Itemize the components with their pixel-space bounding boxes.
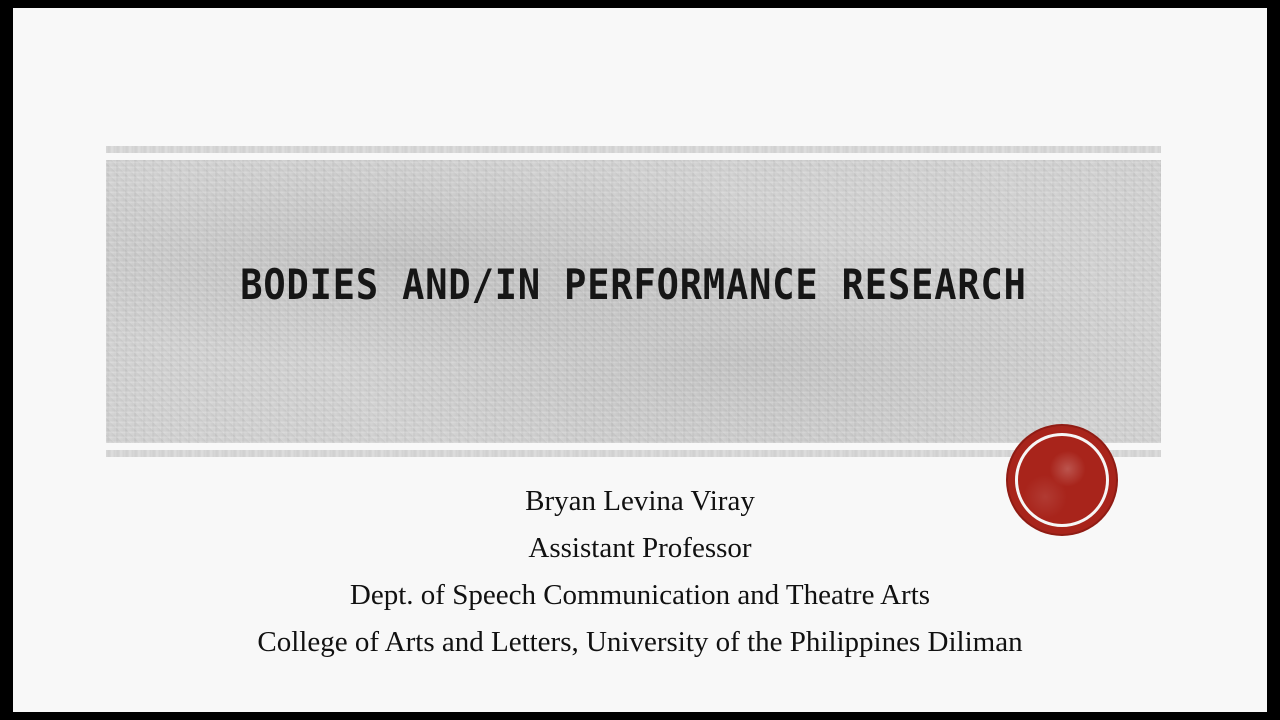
top-decorative-rule	[106, 146, 1161, 153]
author-institution: College of Arts and Letters, University of the Philippines Diliman	[257, 626, 1023, 658]
author-info	[13, 478, 1267, 666]
author-name: Bryan Levina Viray	[525, 485, 755, 517]
author-department: Dept. of Speech Communication and Theatre Arts	[349, 579, 931, 611]
presentation-slide	[13, 8, 1267, 712]
title-banner	[106, 160, 1161, 443]
slide-title: BODIES AND/IN PERFORMANCE RESEARCH	[240, 260, 1027, 309]
bottom-decorative-rule	[106, 450, 1161, 457]
author-position: Assistant Professor	[528, 532, 752, 564]
